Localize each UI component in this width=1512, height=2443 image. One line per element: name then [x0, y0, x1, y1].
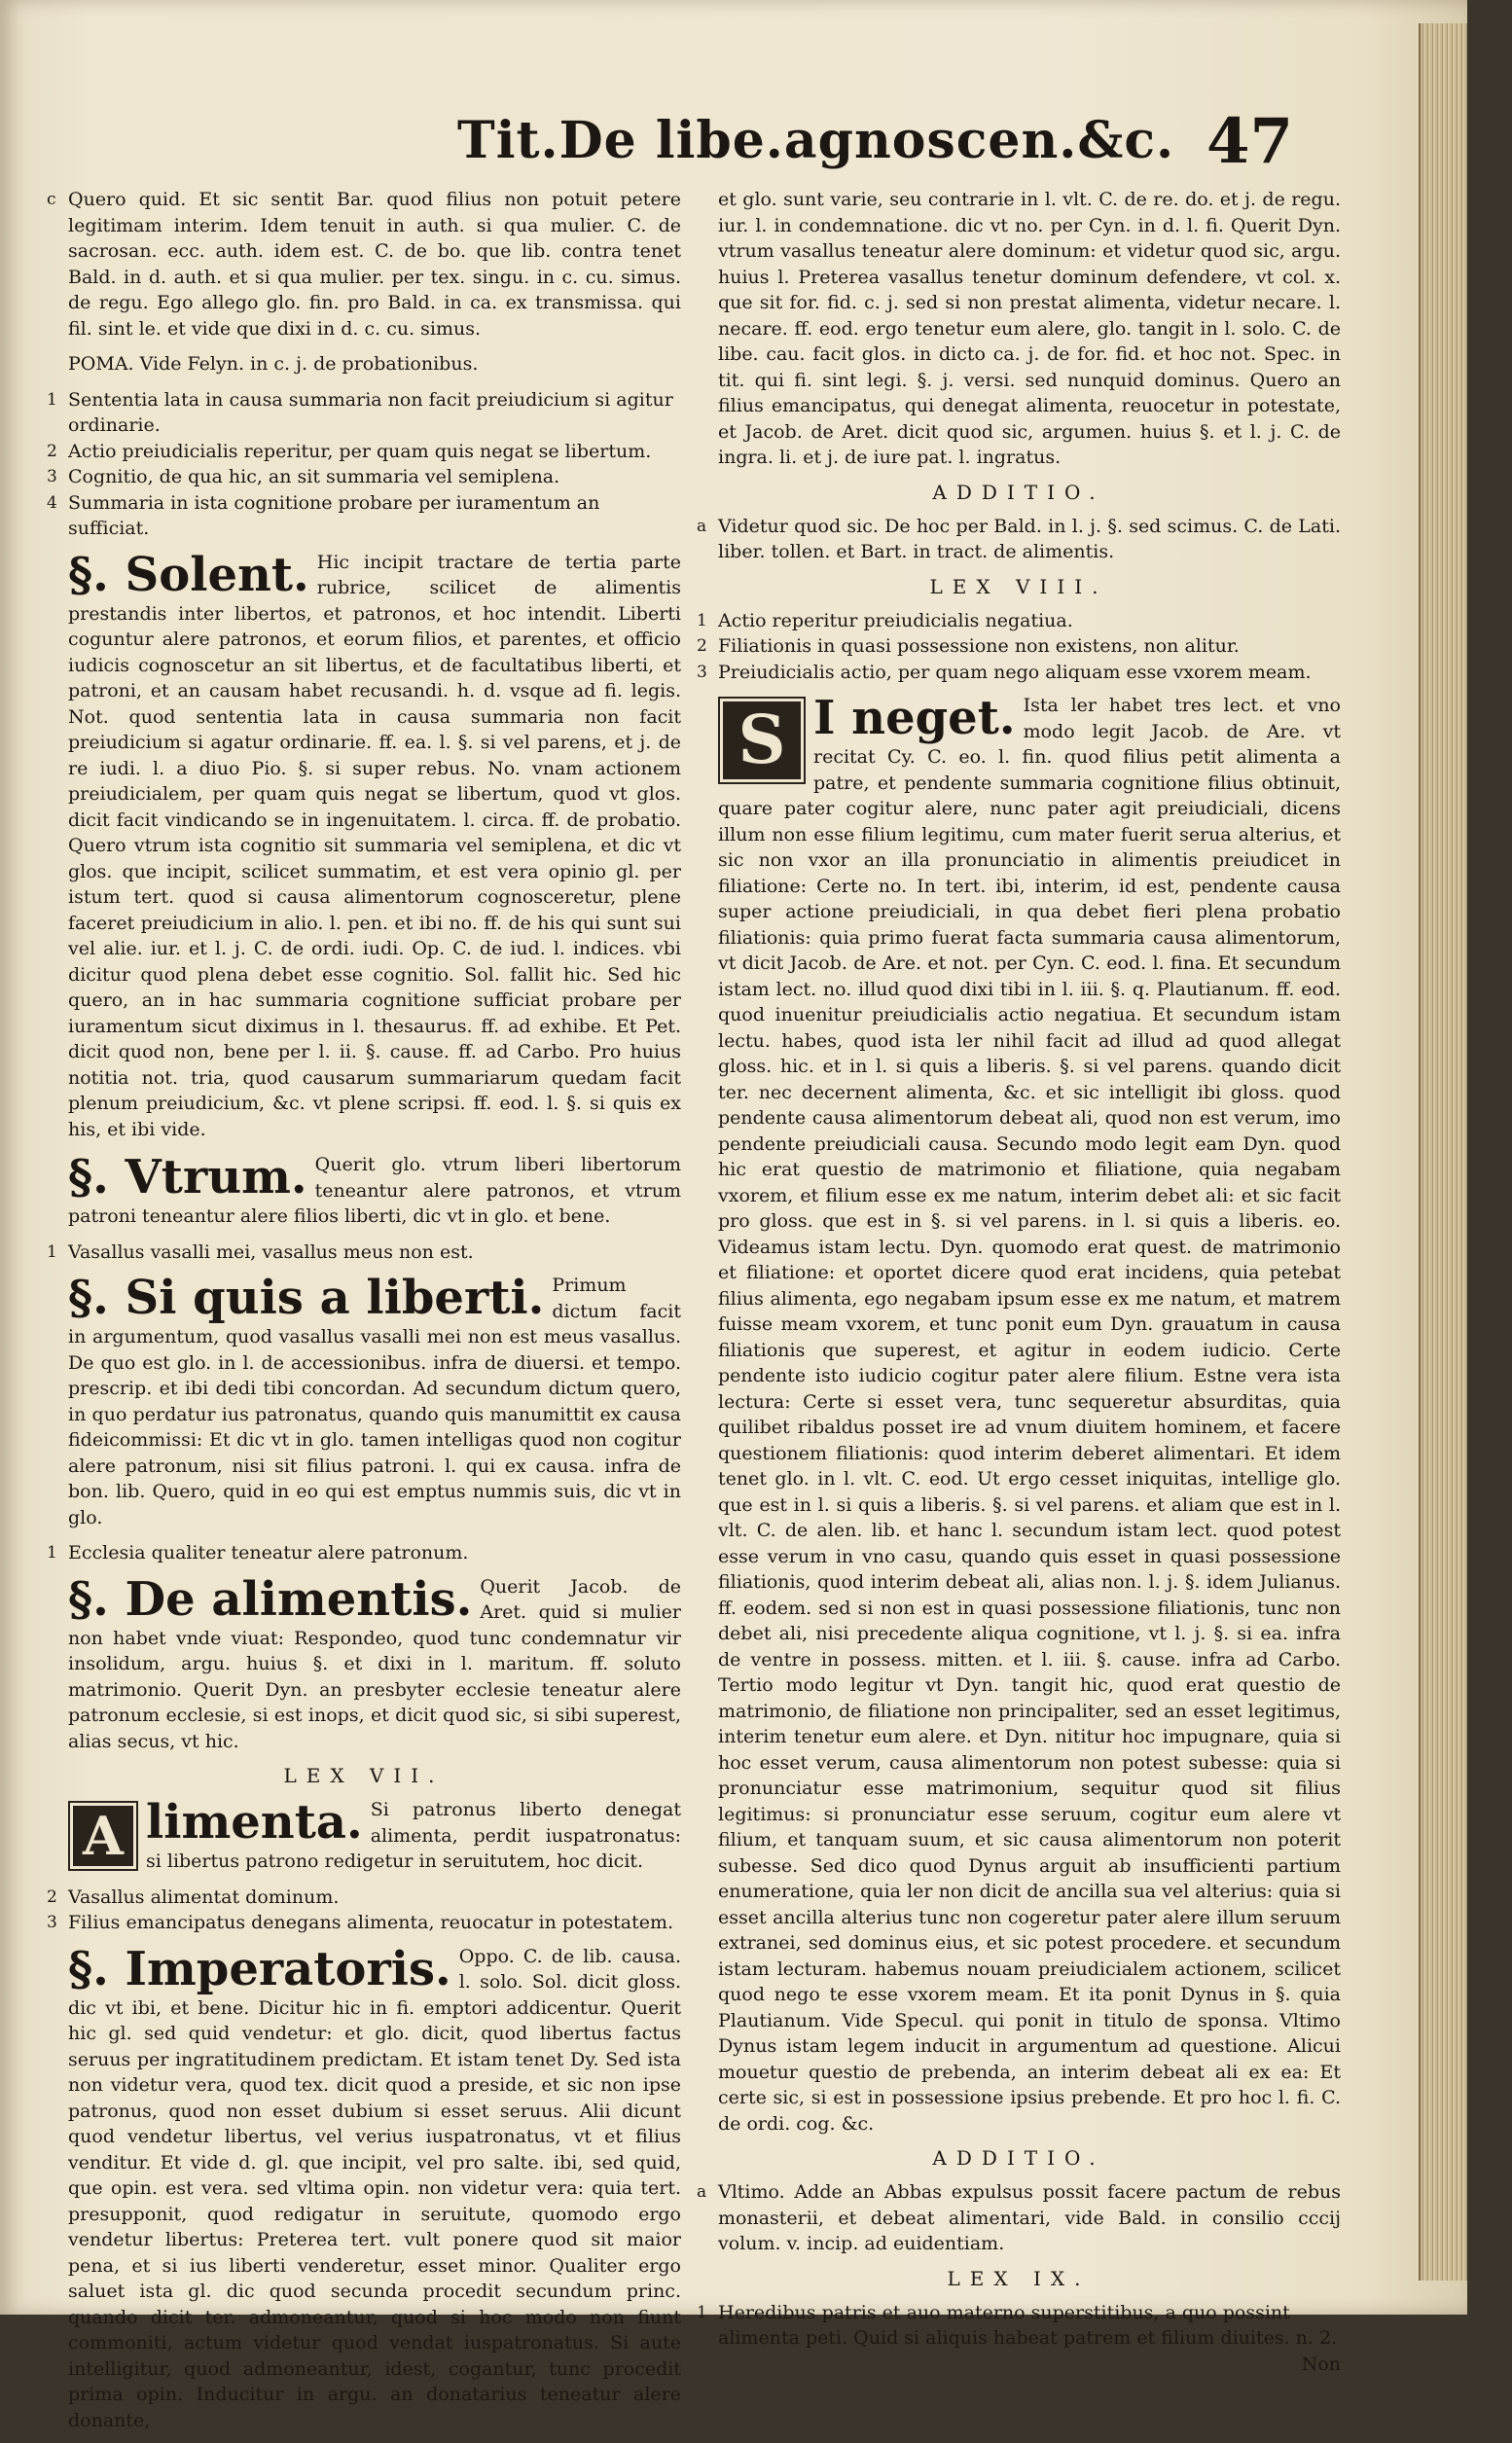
summary-item	[697, 2300, 1341, 2352]
summary-item	[47, 1540, 681, 1566]
summary-item	[47, 387, 681, 439]
summary-item	[47, 1910, 681, 1936]
addition-text	[697, 514, 1341, 565]
summary-item	[47, 1885, 681, 1911]
lemma-heading: §. Solent.	[68, 547, 309, 602]
summary-text: Summaria in ista cognitione probare per iuramentum an sufficiat.	[68, 491, 600, 539]
left-column	[47, 187, 681, 2443]
margin-number: 2	[47, 441, 57, 461]
margin-number: a	[697, 2182, 707, 2202]
addition-text	[697, 2179, 1341, 2257]
commentary-text: Primum dictum facit in argumentum, quod vasallus vasalli mei non est meus vasallus. De quo est glo. in l. de accessionibus. infra de diuersi. et tempo. prescrip. et ibi dedi tibi concordan. Ad secundum dictum quero, in quo perdatur ius patronatus, quando quis manumittit ex causa fideicommissi: Et dic vt in glo. tamen intelligas quod non cogitur alere patronum, nisi sit filius patroni. l. qui ex causa. infra de bon. lib. Quero, quid in eo qui est emptus nummis suis, dic vt in glo.	[68, 1275, 681, 1528]
summary-text: Heredibus patris et auo materno superstitibus, a quo possint alimenta peti. Quid si aliquis habeat patrem et filium diuites. n. 2.	[718, 2301, 1338, 2349]
margin-number: a	[697, 516, 707, 536]
margin-number: 4	[47, 492, 57, 513]
running-title: Tit.De libe.agnoscen.&c.	[457, 111, 1175, 170]
margin-number: 3	[47, 467, 57, 486]
commentary-solent	[68, 547, 681, 1143]
summary-text: Filiationis in quasi possessione non existens, non alitur.	[718, 635, 1240, 657]
lemma-heading: §. De alimentis.	[68, 1571, 473, 1627]
commentary-text: Querit glo. vtrum liberi libertorum teneantur alere patronos, et vtrum patroni teneantur alere filios liberti, dic vt in glo. et bene.	[68, 1154, 681, 1227]
lemma-heading: limenta.	[146, 1795, 363, 1850]
margin-number: 1	[47, 389, 57, 410]
summary-item	[47, 490, 681, 542]
catchword	[718, 2352, 1341, 2378]
commentary-imperatoris	[68, 1941, 681, 2434]
addition-heading: ADDITIO.	[932, 480, 1105, 504]
commentary-vtrum	[68, 1152, 681, 1230]
page-fore-edge	[1419, 23, 1467, 2281]
catchword-text: Non	[1301, 2353, 1341, 2375]
paragraph-text: et glo. sunt varie, seu contrarie in l. vlt. C. de re. do. et j. de regu. iur. l. in condemnatione. dic vt no. per Cyn. in d. l. fi. Querit Dyn. vtrum vasallus teneatur alere dominum: et videtur quod sic, argu. huius l. Preterea vasallus tenetur dominum defendere, vt col. x. que sit for. fid. c. j. sed si non prestat alimenta, videtur necare. l. necare. ff. eod. ergo tenetur eum alere, glo. tangit in l. solo. C. de libe. cau. facit glos. in dicto ca. j. de for. fid. et hoc not. Spec. in tit. qui fi. sint legi. §. j. versi. sed nunquid dominus. Quero an filius emancipatus, qui denegat alimenta, reuocetur in potestate, et Jacob. de Aret. dicit quod sic, argumen. huius §. et l. j. C. de ingra. li. et j. de iure pat. l. ingratus.	[718, 189, 1341, 468]
summary-item	[47, 1239, 681, 1266]
summary-text: Filius emancipatus denegans alimenta, reuocatur in potestatem.	[68, 1912, 674, 1933]
lemma-heading: §. Si quis a liberti.	[68, 1271, 545, 1325]
lemma-heading: §. Imperatoris.	[68, 1941, 451, 1996]
margin-number: c	[47, 190, 56, 209]
margin-number: 2	[47, 1886, 57, 1907]
commentary-si-quis	[68, 1273, 681, 1530]
summary-text: Vasallus alimentat dominum.	[68, 1886, 340, 1908]
margin-number: 2	[697, 636, 707, 656]
commentary-text: Oppo. C. de lib. causa. l. solo. Sol. dicit gloss. dic vt ibi, et bene. Dicitur hic in fi. emptori addicentur. Querit hic gl. sed quid vendetur: et glo. dicit, quod libertus factus seruus per ingratitudinem predictam. Et istam tenet Dy. Sed ista non videtur vera, quod tex. dicit quod a preside, et sic non ipse patronus, quod non esset dubium si esset seruus. Alii dicunt quod vendetur libertus, vel verius iuspatronatus, vt et filius venditur. Et vide d. gl. que incipit, vel pro salte. ibi, sed quid, que opin. est vera. sed vltima opin. non videtur vera: quia tert. presupponit, quod redigatur in seruitute, quomodo ergo vendetur libertus: Preterea tert. vult ponere quod sit maior pena, et si ius liberti venderetur, esset minor. Qualiter ergo saluet ista gl. dic quod secunda procedit secundum princ. quando dicit ter. admoneantur, quod si hoc modo non fiunt commoniti, actum videtur quod vendat iuspatronatus. Si aute intelligitur, quod admoneantur, idest, cogantur, tunc procedit prima opin. Inducitur in argu. an donatarius teneatur alere donante,	[68, 1945, 681, 2431]
margin-number: 3	[47, 1913, 57, 1932]
summary-text: Vasallus vasalli mei, vasallus meus non est.	[68, 1240, 474, 1263]
paragraph-text: Quero quid. Et sic sentit Bar. quod filius non potuit petere legitimam interim. Idem tenuit in auth. si qua mulier. C. de sacrosan. ecc. auth. idem est. C. de bo. que lib. contra tenet Bald. in d. auth. et si qua mulier. per tex. singu. in c. cu. simus. de regu. Ego allego glo. fin. pro Bald. in ca. ex transmissa. qui fil. sint le. et vide que dixi in d. c. cu. simus.	[68, 189, 681, 340]
margin-number: 1	[697, 610, 707, 630]
paragraph-text: Vltimo. Adde an Abbas expulsus possit facere pactum de rebus monasterii, et debeat alimentari, vide Bald. in consilio cccij volum. v. incip. ad euidentiam.	[718, 2181, 1341, 2254]
summary-item	[697, 608, 1341, 634]
lemma-heading: I neget.	[813, 691, 1016, 745]
folio-number: 47	[1206, 105, 1294, 178]
lex-heading: LEX VII.	[283, 1764, 445, 1787]
paragraph	[718, 187, 1341, 471]
summary-item	[47, 464, 681, 490]
commentary-text: Querit Jacob. de Aret. quid si mulier non habet vnde viuat: Respondeo, quod tunc condemnatur vir insolidum, argu. huius §. et dixi in l. maritum. ff. soluto matrimonio. Querit Dyn. an presbyter ecclesie teneatur alere patronum ecclesie, si est inops, et dicit quod sic, si sibi superest, alias secus, vt hic.	[68, 1575, 681, 1752]
summary-text: Cognitio, de qua hic, an sit summaria vel semiplena.	[68, 466, 560, 487]
summary-text: Actio preiudicialis reperitur, per quam quis negat se libertum.	[68, 440, 652, 462]
poma-line: POMA. Vide Felyn. in c. j. de probationibus.	[68, 353, 479, 375]
summary-item	[697, 633, 1341, 660]
lex-text-alimenta	[68, 1797, 681, 1875]
lex-heading: LEX IX.	[947, 2266, 1091, 2290]
addition-heading: ADDITIO.	[932, 2146, 1105, 2170]
summary-text: Actio reperitur preiudicialis negatiua.	[718, 609, 1073, 631]
paragraph-text: Videtur quod sic. De hoc per Bald. in l. j. §. sed scimus. C. de Lati. liber. tollen. et Bart. in tract. de alimentis.	[718, 515, 1341, 562]
paragraph	[47, 187, 681, 341]
margin-number: 1	[47, 1543, 57, 1563]
decorated-initial: S	[718, 697, 806, 784]
summary-item	[47, 439, 681, 465]
lex-heading: LEX VIII.	[929, 574, 1108, 598]
page-header	[457, 105, 1294, 183]
decorated-initial: A	[68, 1801, 138, 1871]
commentary-de-alimentis	[68, 1571, 681, 1755]
lex-text: Si patronus liberto denegat alimenta, perdit iuspatronatus: si libertus patrono redigetur in seruitutem, hoc dicit.	[146, 1799, 681, 1872]
lemma-heading: §. Vtrum.	[68, 1150, 307, 1204]
commentary-text: Hic incipit tractare de tertia parte rubrice, scilicet de alimentis prestandis inter libertos, et patronos, et hoc intendit. Liberti coguntur alere patronos, et eorum filios, et parentes, et officio iudicis cognoscetur an sit libertus, et de facultatibus liberti, et patroni, et an causam habet recusandi. h. d. vsque ad fi. legis. Not. quod sententia lata in causa summaria non facit preiudicium si agatur ordinarie. ff. ea. l. §. si vel parens, et j. de re iudi. l. a diuo Pio. §. si super rebus. No. vnam actionem preiudicialem, per quam quis negat se libertum, quod vt glos. dicit facit vindicando se in ingenuitatem. l. circa. ff. de probatio. Quero vtrum ista cognitio sit summaria vel semiplena, et dic vt glos. que incipit, scilicet summatim, et est vera opinio gl. per istum tert. quod si causa alimentorum cognosceretur, plene faceret preiudicium in alio. l. pen. et ibi no. ff. de his qui sunt sui vel alie. iur. et l. j. C. de ordi. iudi. Op. C. de iud. l. indices. vbi dicitur quod plena debet esse cognitio. Sol. fallit hic. Sed hic quero, an in hac summaria cognitione sufficiat probare per iuramentum sicut diximus in l. thesaurus. ff. ad exhibe. Et Pet. dicit quod non, bene per l. ii. §. cause. ff. ad Carbo. Pro huius notitia not. tria, quod causarum summariarum quedam facit plenum preiudicium, &c. vt plene scripsi. ff. eod. l. §. si quis ex his, et ibi vide.	[68, 551, 681, 1140]
lex-text-si-neget	[718, 693, 1341, 2137]
right-column	[697, 187, 1341, 2377]
summary-text: Ecclesia qualiter teneatur alere patronum.	[68, 1542, 469, 1563]
margin-number: 3	[697, 662, 707, 682]
summary-text: Preiudicialis actio, per quam nego aliquam esse vxorem meam.	[718, 661, 1312, 683]
summary-text: Sententia lata in causa summaria non facit preiudicium si agitur ordinarie.	[68, 388, 673, 436]
margin-number: 1	[47, 1241, 57, 1262]
margin-number: 1	[697, 2302, 707, 2322]
commentary-text: Ista ler habet tres lect. et vno modo legit Jacob. de Are. vt recitat Cy. C. eo. l. fin. quod filius petit alimenta a patre, et pendente summaria cognitione filius obtinuit, quare pater cogitur alere, nunc pater agit preiudiciali, dicens illum non esse filium legitimu, cum mater fuerit serua alterius, et sic non vxor an illa pronunciatio in alimentis preiudicet in filiatione: Certe no. In tert. ibi, interim, id est, pendente causa super actione preiudiciali, in qua debet fieri plena probatio filiationis: quia primo fuerat facta summaria causa alimentorum, vt dicit Jacob. de Are. et not. per Cyn. C. eod. l. fina. Et secundum istam lect. no. illud quod dixi tibi in l. iii. §. q. Plautianum. ff. eod. quod inuenitur preiudicialis actio negatiua. Et secundum istam lectu. habes, quod ista ler nihil facit ad illud ad quod allegat gloss. hic. et in l. si quis a liberis. §. si vel parens. quando dicit ter. nec decernent alimenta, &c. et sic intelligit ibi gloss. quod pendente causa alimentorum debeat ali, quod non est verum, imo pendente preiudiciali causa. Secundo modo legit eam Dyn. quod hic erat questio de matrimonio et filiatione, quia negabam vxorem, et filium esse ex me natum, interim debet ali: et sic facit pro gloss. que est in §. si vel parens. in l. si quis a liberis. eo. Videamus istam lectu. Dyn. quomodo erat quest. de matrimonio et filiatione: et oportet dicere quod erat incidens, quia petebat filius alimenta, ego negabam ipsum esse ex me natum, et matrem fuisse meam vxorem, et tunc ponit eum Dyn. grauatum in causa filiationis que superest, et agitur in eodem iudicio. Certe pendente isto iudicio cogitur pater alere filium. Estne vera ista lectura: Certe si esset vera, tunc sequeretur absurditas, quia quilibet ribaldus posset ire ad vnum diuitem hominem, et facere questionem filiationis: quod interim deberet alimentari. Et idem tenet glo. in l. vlt. C. eod. Ut ergo cesset iniquitas, intellige glo. que est in l. si quis a liberis. §. si vel parens. et aliam que est in l. vlt. C. de alen. lib. et hanc l. secundum istam lect. quod potest esse verum in vno casu, quando quis esset in quasi possessione filiationis, quod interim debeat ali, alias non. l. j. §. idem Julianus. ff. eodem. sed si non est in quasi possessione filiationis, tunc non debet ali, nisi precedente aliqua cognitione, vt l. j. §. si ea. infra de ventre in possess. mitten. et l. iii. §. cause. infra ad Carbo. Tertio modo legitur vt Dyn. tangit hic, quod erat questio de matrimonio, de filiatione non principaliter, sed an esset legitimus, interim tenetur eum alere. et Dyn. nititur hoc impugnare, quia si hoc esset verum, causa alimentorum non potest subesse: quia si pronunciatur esse matrimonium, sequitur quod sit filius legitimus: si pronunciatur esse seruum, cogitur eum alere vt filium, et tanquam suum, et sic causa alimentorum non poterit subesse. Sed dico quod Dynus arguit ab insufficienti partium enumeratione, quia ler non dicit de ancilla sua vel alterius: quia si esset ancilla alterius tunc non cogeretur pater alere illum seruum extranei, sed dominus eius, et sic potest procedere. et secundum istam lecturam. habemus nouam preiudicialem actionem, scilicet quod nego te esse vxorem meam. Et ita ponit Dynus in §. quia Plautianum. Vide Specul. qui ponit in titulo de sponsa. Vltimo Dynus istam legem inducit in argumentum ad questione. Alicui mouetur questio de prebenda, an interim debeat ali ex ea: Et certe sic, si est in possessione ipsius prebende. Et pro hoc l. fi. C. de ordi. cog. &c.	[718, 695, 1341, 2135]
summary-item	[697, 660, 1341, 686]
